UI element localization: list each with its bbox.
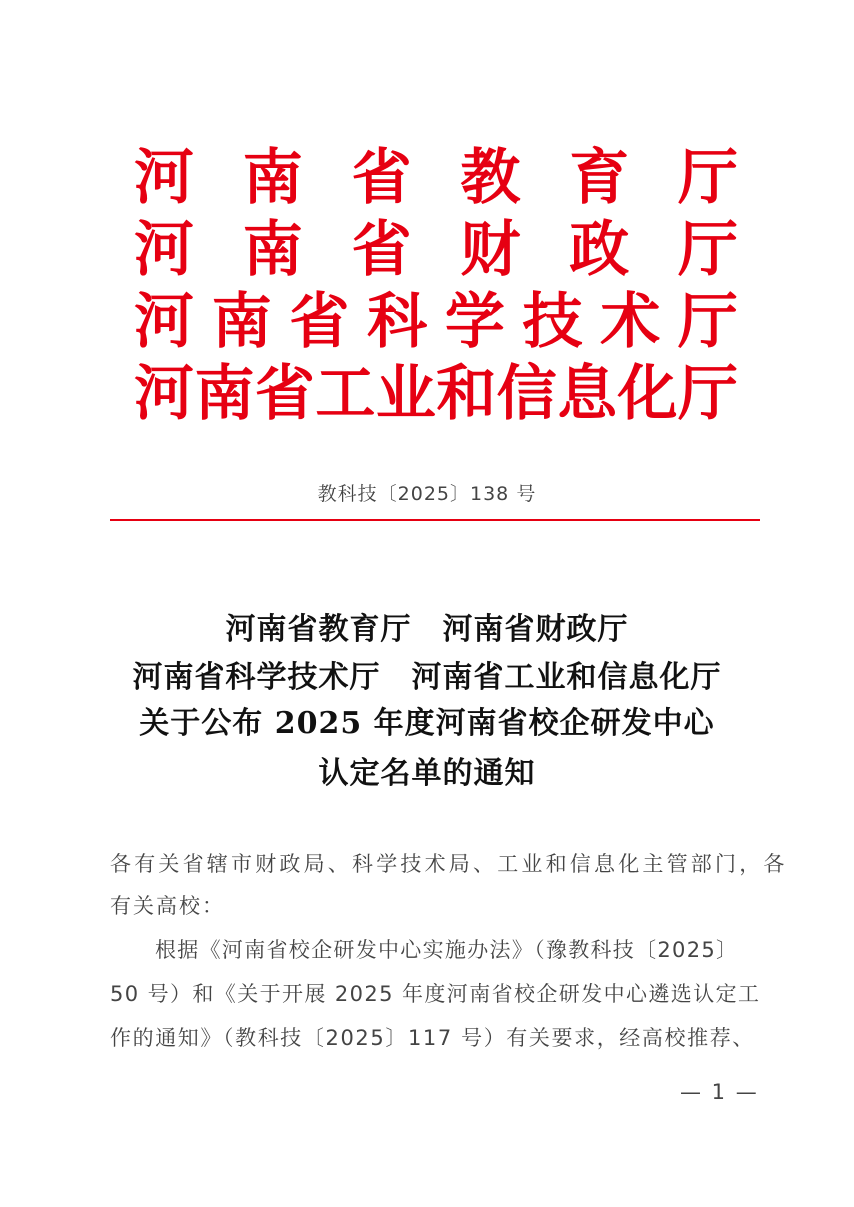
header-char: 科 xyxy=(367,287,428,357)
header-char: 技 xyxy=(522,287,583,357)
header-char: 省 xyxy=(351,215,412,285)
body-line-2: 有关高校： xyxy=(110,894,225,918)
header-char: 教 xyxy=(460,143,521,213)
header-char: 厅 xyxy=(677,215,738,285)
body-line-3: 根据《河南省校企研发中心实施办法》（豫教科技〔2025〕 xyxy=(155,938,739,962)
header-char: 南 xyxy=(242,143,303,213)
header-char: 省 xyxy=(254,359,315,429)
header-char: 术 xyxy=(600,287,661,357)
red-divider xyxy=(110,519,760,521)
header-char: 南 xyxy=(242,215,303,285)
header-char: 化 xyxy=(617,359,678,429)
title-line-1: 河南省教育厅 河南省财政厅 xyxy=(225,612,629,647)
body-line-5: 作的通知》（教科技〔2025〕117 号）有关要求，经高校推荐、 xyxy=(110,1026,755,1050)
title-line-3: 关于公布 2025 年度河南省校企研发中心 xyxy=(139,706,715,741)
header-char: 厅 xyxy=(677,359,738,429)
header-line-2 xyxy=(134,215,738,285)
header-char: 河 xyxy=(134,143,194,213)
header-char: 河 xyxy=(134,359,194,429)
header-char: 政 xyxy=(569,215,630,285)
header-line-3 xyxy=(134,287,738,357)
header-char: 厅 xyxy=(677,287,738,357)
header-char: 南 xyxy=(211,287,272,357)
title-line-2: 河南省科学技术厅 河南省工业和信息化厅 xyxy=(132,660,722,695)
header-char: 省 xyxy=(351,143,412,213)
body-line-4: 50 号）和《关于开展 2025 年度河南省校企研发中心遴选认定工 xyxy=(110,982,761,1006)
title-line-4: 认定名单的通知 xyxy=(318,756,536,791)
header-char: 财 xyxy=(460,215,521,285)
header-char: 信 xyxy=(496,359,557,429)
header-char: 息 xyxy=(557,359,618,429)
header-char: 学 xyxy=(444,287,505,357)
header-char: 南 xyxy=(194,359,255,429)
header-char: 省 xyxy=(289,287,350,357)
header-char: 育 xyxy=(569,143,630,213)
header-char: 河 xyxy=(134,215,194,285)
header-line-4 xyxy=(134,359,738,429)
header-char: 河 xyxy=(134,287,194,357)
header-char: 业 xyxy=(375,359,436,429)
body-line-1: 各有关省辖市财政局、科学技术局、工业和信息化主管部门，各 xyxy=(110,852,788,876)
header-char: 和 xyxy=(436,359,497,429)
document-number: 教科技〔2025〕138 号 xyxy=(317,483,537,505)
header-line-1 xyxy=(134,143,738,213)
page-number: — 1 — xyxy=(680,1080,759,1104)
header-char: 厅 xyxy=(677,143,738,213)
header-char: 工 xyxy=(315,359,376,429)
